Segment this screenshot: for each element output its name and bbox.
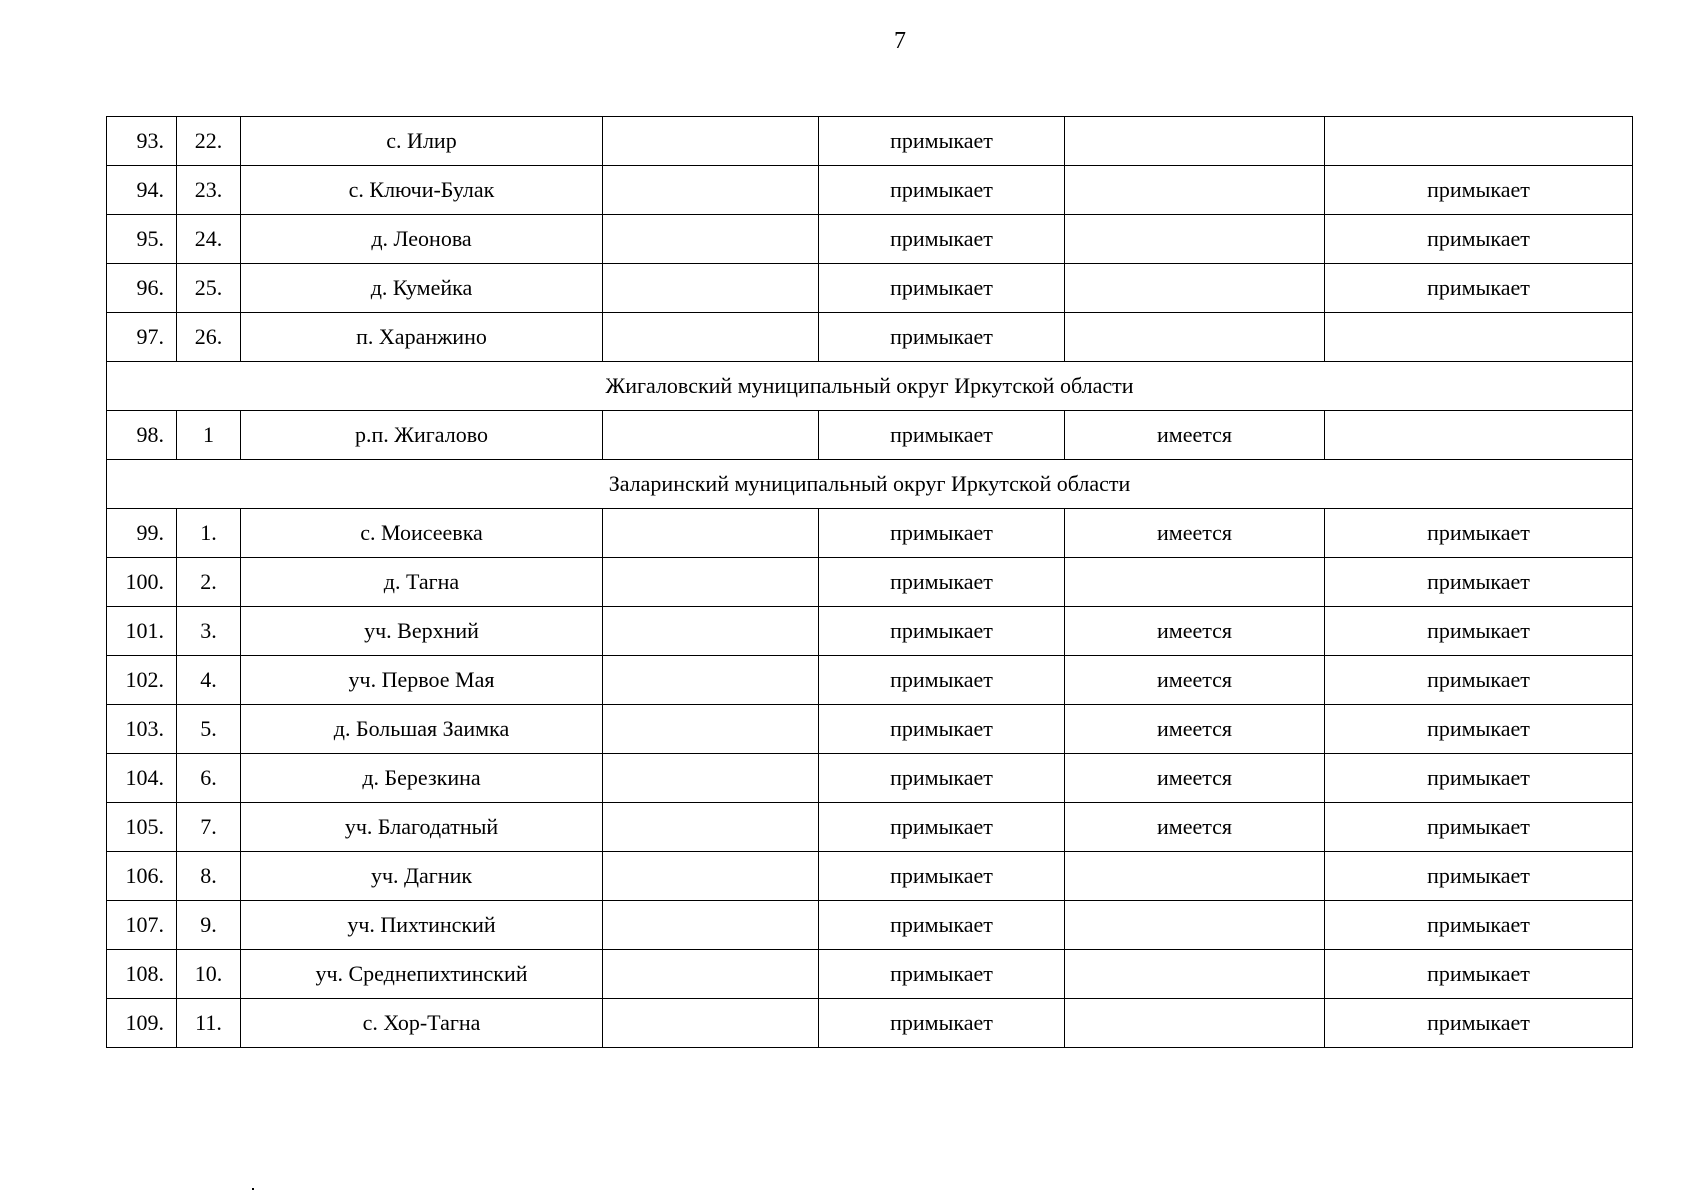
row-number-cell: 109. xyxy=(107,999,177,1048)
settlement-name-cell: д. Кумейка xyxy=(241,264,603,313)
column-6-cell xyxy=(1065,215,1325,264)
settlement-name-cell: с. Илир xyxy=(241,117,603,166)
column-4-cell xyxy=(603,411,819,460)
settlement-name-cell: с. Хор-Тагна xyxy=(241,999,603,1048)
column-5-cell: примыкает xyxy=(819,558,1065,607)
sub-number-cell: 7. xyxy=(177,803,241,852)
table-row xyxy=(107,754,1633,803)
column-4-cell xyxy=(603,852,819,901)
sub-number-cell: 1. xyxy=(177,509,241,558)
column-4-cell xyxy=(603,313,819,362)
sub-number-cell: 23. xyxy=(177,166,241,215)
column-5-cell: примыкает xyxy=(819,607,1065,656)
table-row xyxy=(107,852,1633,901)
table-row xyxy=(107,705,1633,754)
column-4-cell xyxy=(603,705,819,754)
column-6-cell: имеется xyxy=(1065,509,1325,558)
settlement-name-cell: уч. Благодатный xyxy=(241,803,603,852)
settlements-table xyxy=(106,116,1633,1048)
sub-number-cell: 5. xyxy=(177,705,241,754)
sub-number-cell: 24. xyxy=(177,215,241,264)
sub-number-cell: 26. xyxy=(177,313,241,362)
table-row xyxy=(107,215,1633,264)
settlement-name-cell: уч. Верхний xyxy=(241,607,603,656)
column-4-cell xyxy=(603,264,819,313)
settlement-name-cell: п. Харанжино xyxy=(241,313,603,362)
table-row xyxy=(107,509,1633,558)
column-6-cell xyxy=(1065,901,1325,950)
column-7-cell xyxy=(1325,117,1633,166)
column-5-cell: примыкает xyxy=(819,166,1065,215)
settlement-name-cell: д. Тагна xyxy=(241,558,603,607)
table-row xyxy=(107,803,1633,852)
sub-number-cell: 25. xyxy=(177,264,241,313)
column-6-cell xyxy=(1065,999,1325,1048)
row-number-cell: 98. xyxy=(107,411,177,460)
row-number-cell: 94. xyxy=(107,166,177,215)
column-7-cell: примыкает xyxy=(1325,215,1633,264)
table-row xyxy=(107,411,1633,460)
column-5-cell: примыкает xyxy=(819,950,1065,999)
sub-number-cell: 10. xyxy=(177,950,241,999)
column-4-cell xyxy=(603,558,819,607)
row-number-cell: 103. xyxy=(107,705,177,754)
row-number-cell: 99. xyxy=(107,509,177,558)
column-7-cell: примыкает xyxy=(1325,166,1633,215)
settlement-name-cell: д. Большая Заимка xyxy=(241,705,603,754)
column-5-cell: примыкает xyxy=(819,705,1065,754)
column-4-cell xyxy=(603,901,819,950)
column-7-cell: примыкает xyxy=(1325,999,1633,1048)
settlement-name-cell: уч. Первое Мая xyxy=(241,656,603,705)
column-6-cell xyxy=(1065,166,1325,215)
sub-number-cell: 4. xyxy=(177,656,241,705)
column-7-cell: примыкает xyxy=(1325,950,1633,999)
column-6-cell: имеется xyxy=(1065,607,1325,656)
column-6-cell xyxy=(1065,117,1325,166)
table-body xyxy=(107,117,1633,1048)
column-7-cell: примыкает xyxy=(1325,264,1633,313)
sub-number-cell: 1 xyxy=(177,411,241,460)
settlement-name-cell: уч. Среднепихтинский xyxy=(241,950,603,999)
column-5-cell: примыкает xyxy=(819,117,1065,166)
column-5-cell: примыкает xyxy=(819,215,1065,264)
column-4-cell xyxy=(603,215,819,264)
settlement-name-cell: р.п. Жигалово xyxy=(241,411,603,460)
column-6-cell xyxy=(1065,950,1325,999)
column-7-cell: примыкает xyxy=(1325,509,1633,558)
column-4-cell xyxy=(603,950,819,999)
column-7-cell: примыкает xyxy=(1325,607,1633,656)
column-7-cell xyxy=(1325,313,1633,362)
column-7-cell: примыкает xyxy=(1325,754,1633,803)
table-row xyxy=(107,264,1633,313)
settlement-name-cell: с. Моисеевка xyxy=(241,509,603,558)
column-6-cell: имеется xyxy=(1065,754,1325,803)
settlement-name-cell: д. Леонова xyxy=(241,215,603,264)
table-row xyxy=(107,901,1633,950)
table-row xyxy=(107,950,1633,999)
row-number-cell: 106. xyxy=(107,852,177,901)
column-7-cell: примыкает xyxy=(1325,558,1633,607)
row-number-cell: 105. xyxy=(107,803,177,852)
row-number-cell: 104. xyxy=(107,754,177,803)
column-7-cell: примыкает xyxy=(1325,852,1633,901)
row-number-cell: 101. xyxy=(107,607,177,656)
table-row xyxy=(107,656,1633,705)
column-5-cell: примыкает xyxy=(819,509,1065,558)
column-4-cell xyxy=(603,803,819,852)
column-7-cell xyxy=(1325,411,1633,460)
column-4-cell xyxy=(603,166,819,215)
column-4-cell xyxy=(603,509,819,558)
column-5-cell: примыкает xyxy=(819,754,1065,803)
section-header-row xyxy=(107,362,1633,411)
column-6-cell: имеется xyxy=(1065,656,1325,705)
sub-number-cell: 6. xyxy=(177,754,241,803)
table-row xyxy=(107,313,1633,362)
settlement-name-cell: с. Ключи-Булак xyxy=(241,166,603,215)
table-row xyxy=(107,117,1633,166)
settlement-name-cell: д. Березкина xyxy=(241,754,603,803)
page-number: 7 xyxy=(894,28,906,54)
column-5-cell: примыкает xyxy=(819,313,1065,362)
sub-number-cell: 8. xyxy=(177,852,241,901)
stray-mark xyxy=(252,1188,254,1190)
row-number-cell: 102. xyxy=(107,656,177,705)
table-row xyxy=(107,166,1633,215)
column-4-cell xyxy=(603,999,819,1048)
sub-number-cell: 9. xyxy=(177,901,241,950)
sub-number-cell: 3. xyxy=(177,607,241,656)
table-row xyxy=(107,607,1633,656)
table-row xyxy=(107,999,1633,1048)
row-number-cell: 100. xyxy=(107,558,177,607)
column-6-cell xyxy=(1065,264,1325,313)
column-5-cell: примыкает xyxy=(819,999,1065,1048)
column-5-cell: примыкает xyxy=(819,901,1065,950)
column-5-cell: примыкает xyxy=(819,264,1065,313)
column-4-cell xyxy=(603,754,819,803)
row-number-cell: 107. xyxy=(107,901,177,950)
column-7-cell: примыкает xyxy=(1325,803,1633,852)
column-7-cell: примыкает xyxy=(1325,656,1633,705)
row-number-cell: 93. xyxy=(107,117,177,166)
section-title: Жигаловский муниципальный округ Иркутской области xyxy=(107,362,1633,411)
column-5-cell: примыкает xyxy=(819,656,1065,705)
sub-number-cell: 11. xyxy=(177,999,241,1048)
column-6-cell: имеется xyxy=(1065,705,1325,754)
settlement-name-cell: уч. Пихтинский xyxy=(241,901,603,950)
column-4-cell xyxy=(603,656,819,705)
column-6-cell xyxy=(1065,558,1325,607)
section-title: Заларинский муниципальный округ Иркутской области xyxy=(107,460,1633,509)
column-6-cell: имеется xyxy=(1065,411,1325,460)
column-5-cell: примыкает xyxy=(819,411,1065,460)
column-6-cell xyxy=(1065,313,1325,362)
section-header-row xyxy=(107,460,1633,509)
sub-number-cell: 2. xyxy=(177,558,241,607)
row-number-cell: 97. xyxy=(107,313,177,362)
column-5-cell: примыкает xyxy=(819,852,1065,901)
column-4-cell xyxy=(603,607,819,656)
column-7-cell: примыкает xyxy=(1325,901,1633,950)
row-number-cell: 95. xyxy=(107,215,177,264)
sub-number-cell: 22. xyxy=(177,117,241,166)
row-number-cell: 108. xyxy=(107,950,177,999)
table-row xyxy=(107,558,1633,607)
column-5-cell: примыкает xyxy=(819,803,1065,852)
column-6-cell xyxy=(1065,852,1325,901)
settlement-name-cell: уч. Дагник xyxy=(241,852,603,901)
column-7-cell: примыкает xyxy=(1325,705,1633,754)
row-number-cell: 96. xyxy=(107,264,177,313)
column-4-cell xyxy=(603,117,819,166)
column-6-cell: имеется xyxy=(1065,803,1325,852)
